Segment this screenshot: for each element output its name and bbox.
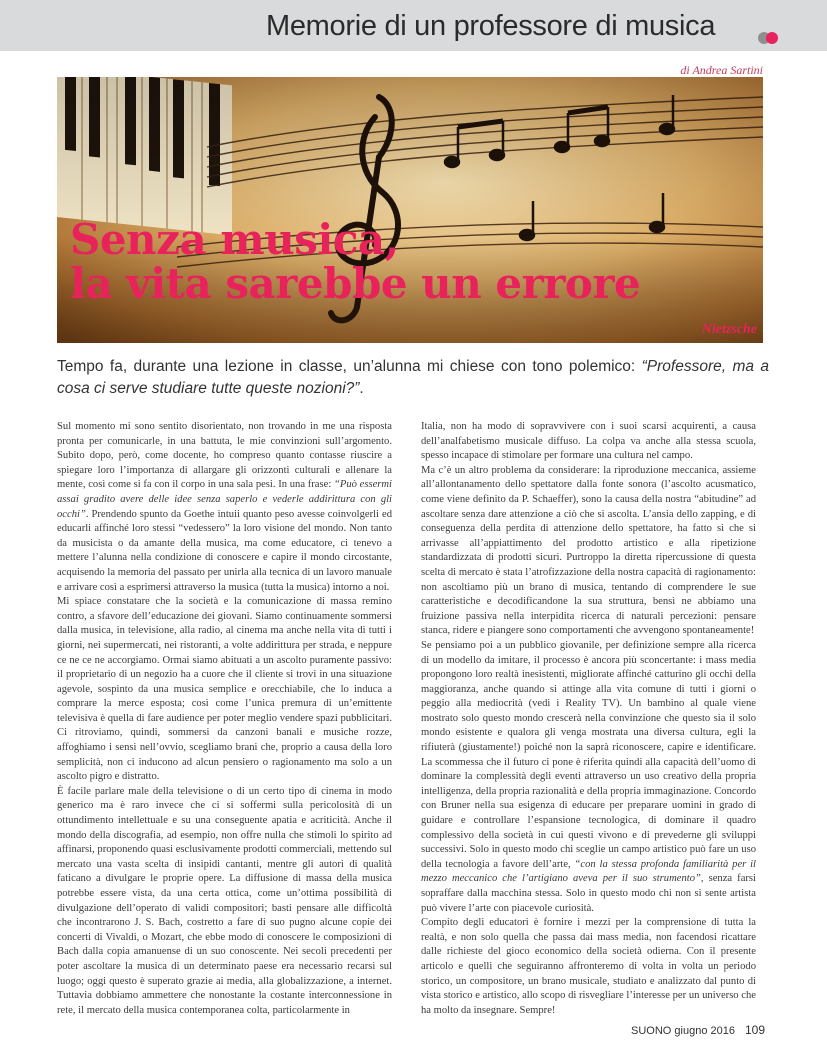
paragraph-text: Ma c’è un altro problema da considerare: la riproduzione meccanica, assieme all’allontanamento dello spettatore dalla fonte sonora (l’ascolto acusmatico, come viene definito da P. Schaeffer), sono la causa della nostra “abitudine” ad ascoltare senza dare attenzione a ciò che si ascolta. L’ansia dello zapping, e di conseguenza della perdita di attenzione dello spettatore, ha fatto sì che si arrivasse all’appiattimento del prodotto artistico e alla ripetizione standardizzata di prodotti sicuri. Purtroppo la diretta ripercussione di questa scelta di mercato è stata l’atrofizzazione della nostra capacità di ragionamento: non ascoltiamo più un brano di musica, tentando di comprendere le sue caratteristiche e decodificandone la sua struttura, bensì ne abbiamo una fruizione passiva nella interpidita ricerca di naturali percezioni: pensare stanca, ridere e piangere sono comportamenti che avvengono spontaneamente! [421, 464, 756, 637]
paragraph [421, 639, 756, 916]
paragraph-quote: “con la stessa profonda familiarità per il mezzo meccanico che l’artigiano aveva per il suo strumento” [421, 858, 756, 885]
page-number: 109 [744, 1023, 765, 1037]
paragraph [57, 785, 392, 1019]
lead-paragraph [57, 356, 769, 400]
lead-end: . [359, 380, 364, 397]
paragraph-text: , senza farsi sopraffare dalla macchina stessa. Solo in questo modo chi non si sente artista può vivere l’arte con piacevole curiosità. [421, 873, 756, 914]
paragraph [421, 464, 756, 639]
paragraph-text: . Prendendo spunto da Goethe intuii quanto peso avesse coinvolgerli ed educarli affinché loro stessi “vedessero” la loro visione del mondo. Non tanto da musicista o da amante della musica, ma come educatore, ci tenevo a mettere l’alunna nella condizione di conoscere e capire il mondo circostante, acquisendo la memoria del passato per unirla alla tecnica di un lavoro manuale e arrivare così a esprimersi attraverso la musica (tutta la musica) intorno a noi. [57, 508, 392, 593]
headline-line-2: la vita sarebbe un errore [70, 259, 641, 308]
paragraph [57, 595, 392, 785]
headline [70, 215, 641, 308]
paragraph-text: Se pensiamo poi a un pubblico giovanile, per definizione sempre alla ricerca di un modello da imitare, il processo è ancora più sconcertante: i mass media propongono loro realtà inesistenti, migliorate affinché catturino gli occhi della maggioranza, anche quando si attinge alla vita comune di tutti i giorni o peggio alla mediocrità (vedi i Reality TV). Un bambino al quale viene mostrato solo questo mondo crescerà nella convinzione che questo sia il solo mondo esistente e qualora gli venga mostrata una diversa cultura, egli la rifiuterà (giustamente!) poiché non la saprà riconoscere, capire e identificare. La scommessa che il futuro ci pone è riferita quindi alla capacità dell’uomo di dominare la complessità degli eventi attraverso un uso creativo della propria intelligenza, della propria razionalità e della propria immaginazione. Concordo con Bruner nella sua esigenza di educare per preparare uomini in grado di guidare e controllare l’espansione tecnologica, di dominare il quadro complessivo della società in cui questi vivono e di prevederne gli sviluppi successivi. Solo in questo modo chi sceglie un campo artistico può fare un uso della tecnologia a favore dell’arte, [421, 639, 756, 870]
byline: di Andrea Sartini [680, 63, 763, 77]
paragraph [57, 420, 392, 595]
paragraph-quote: “Può essermi assai gradito avere delle idee senza saperlo e vederle addirittura con gli occhi” [57, 479, 392, 520]
quote-source: Nietzsche [701, 322, 757, 337]
paragraph [421, 916, 756, 1018]
lead-text: Tempo fa, durante una lezione in classe, un’alunna mi chiese con tono polemico: [57, 358, 642, 375]
paragraph-text: Mi spiace constatare che la società e la comunicazione di massa remino contro, a sfavore dell’educazione dei giovani. Siamo continuamente sommersi dalla musica, in televisione, alla radio, al cinema ma anche nella vita di tutti i giorni, nei supermercati, nei ristoranti, a volte addirittura per strada, e neppure ce ne ce ne accorgiamo. Ormai siamo abituati a un ascolto puramente passivo: il proprietario di un negozio ha a cuore che il cliente si trovi in una situazione agevole, sospinto da una musica semplice e orecchiabile, che lo induca a comprare la merce esposta; così come l’unica premura di un’emittente televisiva è quella di fare audience per poter meglio vendere spazi pubblicitari. Ci ritroviamo, quindi, sommersi da canzoni banali e musiche rozze, affoghiamo i sensi nell’ovvio, scegliamo brani che, proprio a causa della loro semplicità, non ci inducono ad alcun pensiero o ragionamento ma solo a un ascolto pigro e distratto. [57, 596, 392, 783]
paragraph-text: Italia, non ha modo di sopravvivere con i suoi scarsi acquirenti, a causa dell’analfabetismo musicale diffuso. La colpa va anche alla stessa scuola, spesso incapace di stimolare per formare una cultura nel campo. [421, 421, 756, 462]
paragraph-text: Sul momento mi sono sentito disorientato, non trovando in me una risposta pronta per comunicarle, in una battuta, le mie convinzioni sull’argomento. Subito dopo, però, come docente, ho compreso quanto contasse riuscire a spiegare loro l’importanza di allargare gli orizzonti culturali e allenare la mente, così come si fa con il corpo in una sala pesi. In una frase: [57, 421, 392, 491]
page-footer [631, 1023, 765, 1037]
magazine-issue: SUONO giugno 2016 [631, 1025, 735, 1037]
column-left [57, 420, 392, 1018]
section-mark-icon [758, 31, 778, 45]
paragraph-text: È facile parlare male della televisione o di un certo tipo di cinema in modo generico ma è raro invece che ci si soffermi sulla pericolosità di un ottundimento intellettuale e su una conseguente apatia e acriticità. Anche il mondo della discografia, ad esempio, non offre nulla che stimoli lo spirito ad affinarsi, proponendo quasi esclusivamente prodotti commerciali, mettendo sul mercato una vasta scelta di insipidi cantanti, mentre gli autori di qualità faticano a divulgare le proprie opere. La diffusione di massa della musica potrebbe essere vista, da una certa ottica, come un’ottima possibilità di divulgazione dell’operato di validi compositori; basti pensare alle difficoltà che incontrarono J. S. Bach, costretto a fare di suo pugno alcune copie dei concerti di Vivaldi, o Mozart, che ebbe modo di conoscere le composizioni di Bach dalla copia amanuense di un suo conoscente. Nei secoli precedenti per poter ascoltare la musica di un determinato paese era necessario recarsi sul luogo; oggi questo è superato grazie ai media, alla globalizzazione, a internet. Tuttavia dobbiamo ammettere che nonostante la costante interconnessione in rete, il mercato della musica contemporanea colta, particolarmente in [57, 785, 392, 1016]
section-title: Memorie di un professore di musica [266, 10, 716, 42]
paragraph [421, 420, 756, 464]
paragraph-text: Compito degli educatori è fornire i mezzi per la comprensione di tutta la realtà, e non solo quella che passa dai mass media, non facendosi ricattare dalle richieste del gioco economico della società odierna. Con il presente articolo e quelli che seguiranno affronteremo di volta in volta un periodo storico, un compositore, un brano musicale, studiato e analizzato dal punto di vista storico e artistico, allo scopo di risvegliare l’interesse per un universo che ha molto da insegnare. Sempre! [421, 917, 756, 1016]
column-right [421, 420, 756, 1018]
lead-quote: “Professore, ma a cosa ci serve studiare tutte queste nozioni?” [57, 358, 770, 397]
headline-line-1: Senza musica, [70, 215, 399, 264]
